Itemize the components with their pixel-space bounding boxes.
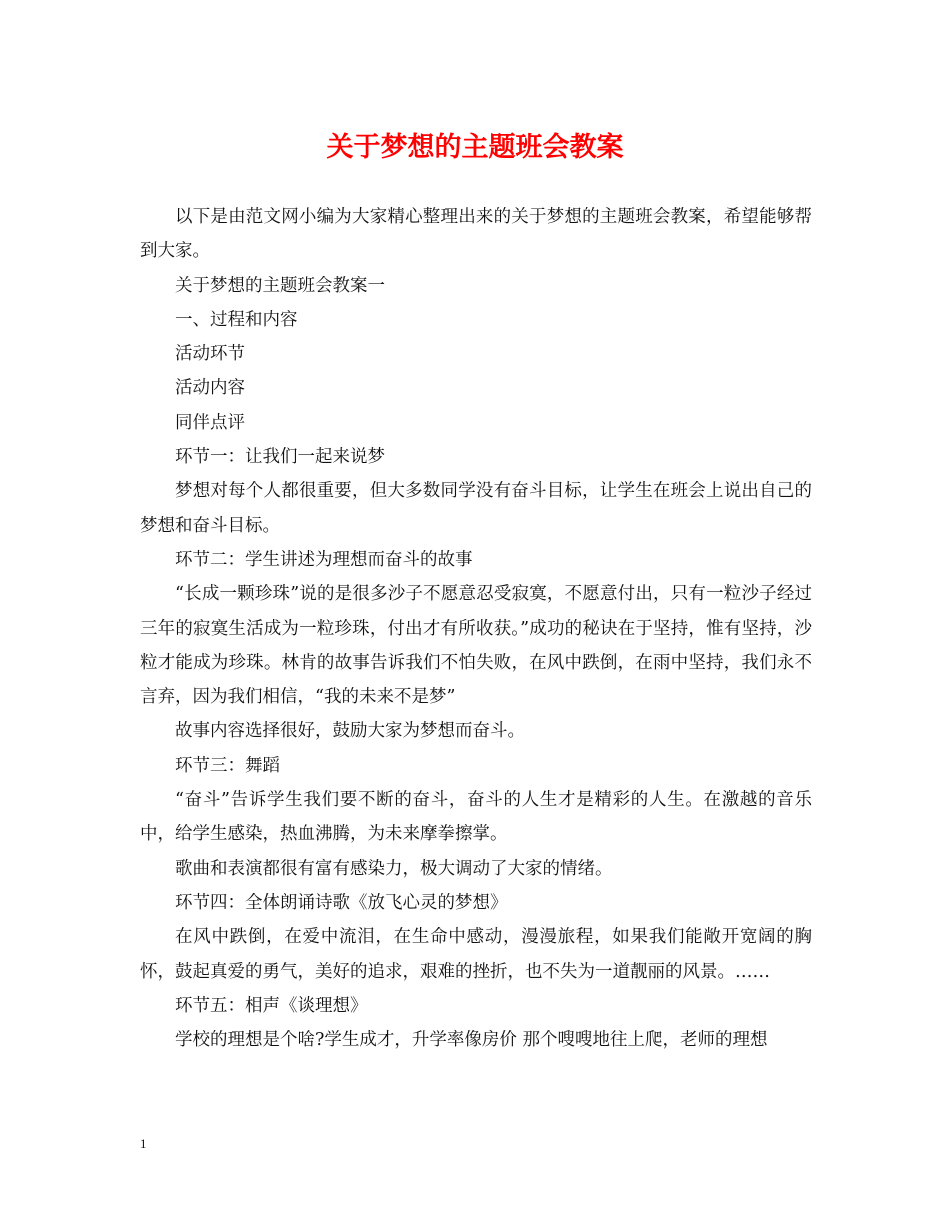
paragraph-stage-two-text: “长成一颗珍珠”说的是很多沙子不愿意忍受寂寞，不愿意付出，只有一粒沙子经过三年的寂寞生活成为一粒珍珠，付出才有所收获。”成功的秘诀在于坚持，惟有坚持，沙粒才能成为珍珠。林肯的故事告诉我们不怕失败，在风中跌倒，在雨中坚持，我们永不言弃，因为我们相信，“我的未来不是梦” (140, 584, 812, 708)
document-title: 关于梦想的主题班会教案 (326, 132, 624, 163)
paragraph-stage-five: 环节五：相声《谈理想》 (175, 995, 368, 1016)
paragraph-peer-review: 同伴点评 (175, 412, 245, 433)
paragraph-activity-stage: 活动环节 (175, 344, 245, 365)
paragraph-stage-four-text: 在风中跌倒，在爱中流泪，在生命中感动，漫漫旅程，如果我们能敞开宽阔的胸怀，鼓起真爱的勇气，美好的追求，艰难的挫折，也不失为一道靓丽的风景。…… (140, 927, 812, 982)
paragraph-stage-three-text: “奋斗”告诉学生我们要不断的奋斗，奋斗的人生才是精彩的人生。在激越的音乐中，给学生感染，热血沸腾，为未来摩拳擦掌。 (140, 790, 812, 845)
paragraph-stage-four: 环节四：全体朗诵诗歌《放飞心灵的梦想》 (175, 892, 508, 913)
page-number: 1 (140, 1136, 147, 1151)
paragraph-stage-one: 环节一：让我们一起来说梦 (175, 447, 385, 468)
paragraph-stage-three-review: 歌曲和表演都很有富有感染力，极大调动了大家的情绪。 (175, 858, 613, 879)
paragraph-stage-one-text: 梦想对每个人都很重要，但大多数同学没有奋斗目标，让学生在班会上说出自己的梦想和奋斗目标。 (140, 481, 812, 536)
paragraph-stage-two-review: 故事内容选择很好，鼓励大家为梦想而奋斗。 (175, 721, 525, 742)
paragraph-intro: 以下是由范文网小编为大家精心整理出来的关于梦想的主题班会教案，希望能够帮到大家。 (140, 207, 812, 262)
paragraph-section-heading: 一、过程和内容 (175, 309, 298, 330)
paragraph-plan-heading: 关于梦想的主题班会教案一 (175, 275, 385, 296)
paragraph-stage-five-text: 学校的理想是个啥?学生成才，升学率像房价 那个嗖嗖地往上爬，老师的理想 (175, 1030, 768, 1051)
document-body (140, 200, 812, 1057)
paragraph-stage-two: 环节二：学生讲述为理想而奋斗的故事 (175, 549, 473, 570)
paragraph-activity-content: 活动内容 (175, 378, 245, 399)
paragraph-stage-three: 环节三：舞蹈 (175, 755, 280, 776)
